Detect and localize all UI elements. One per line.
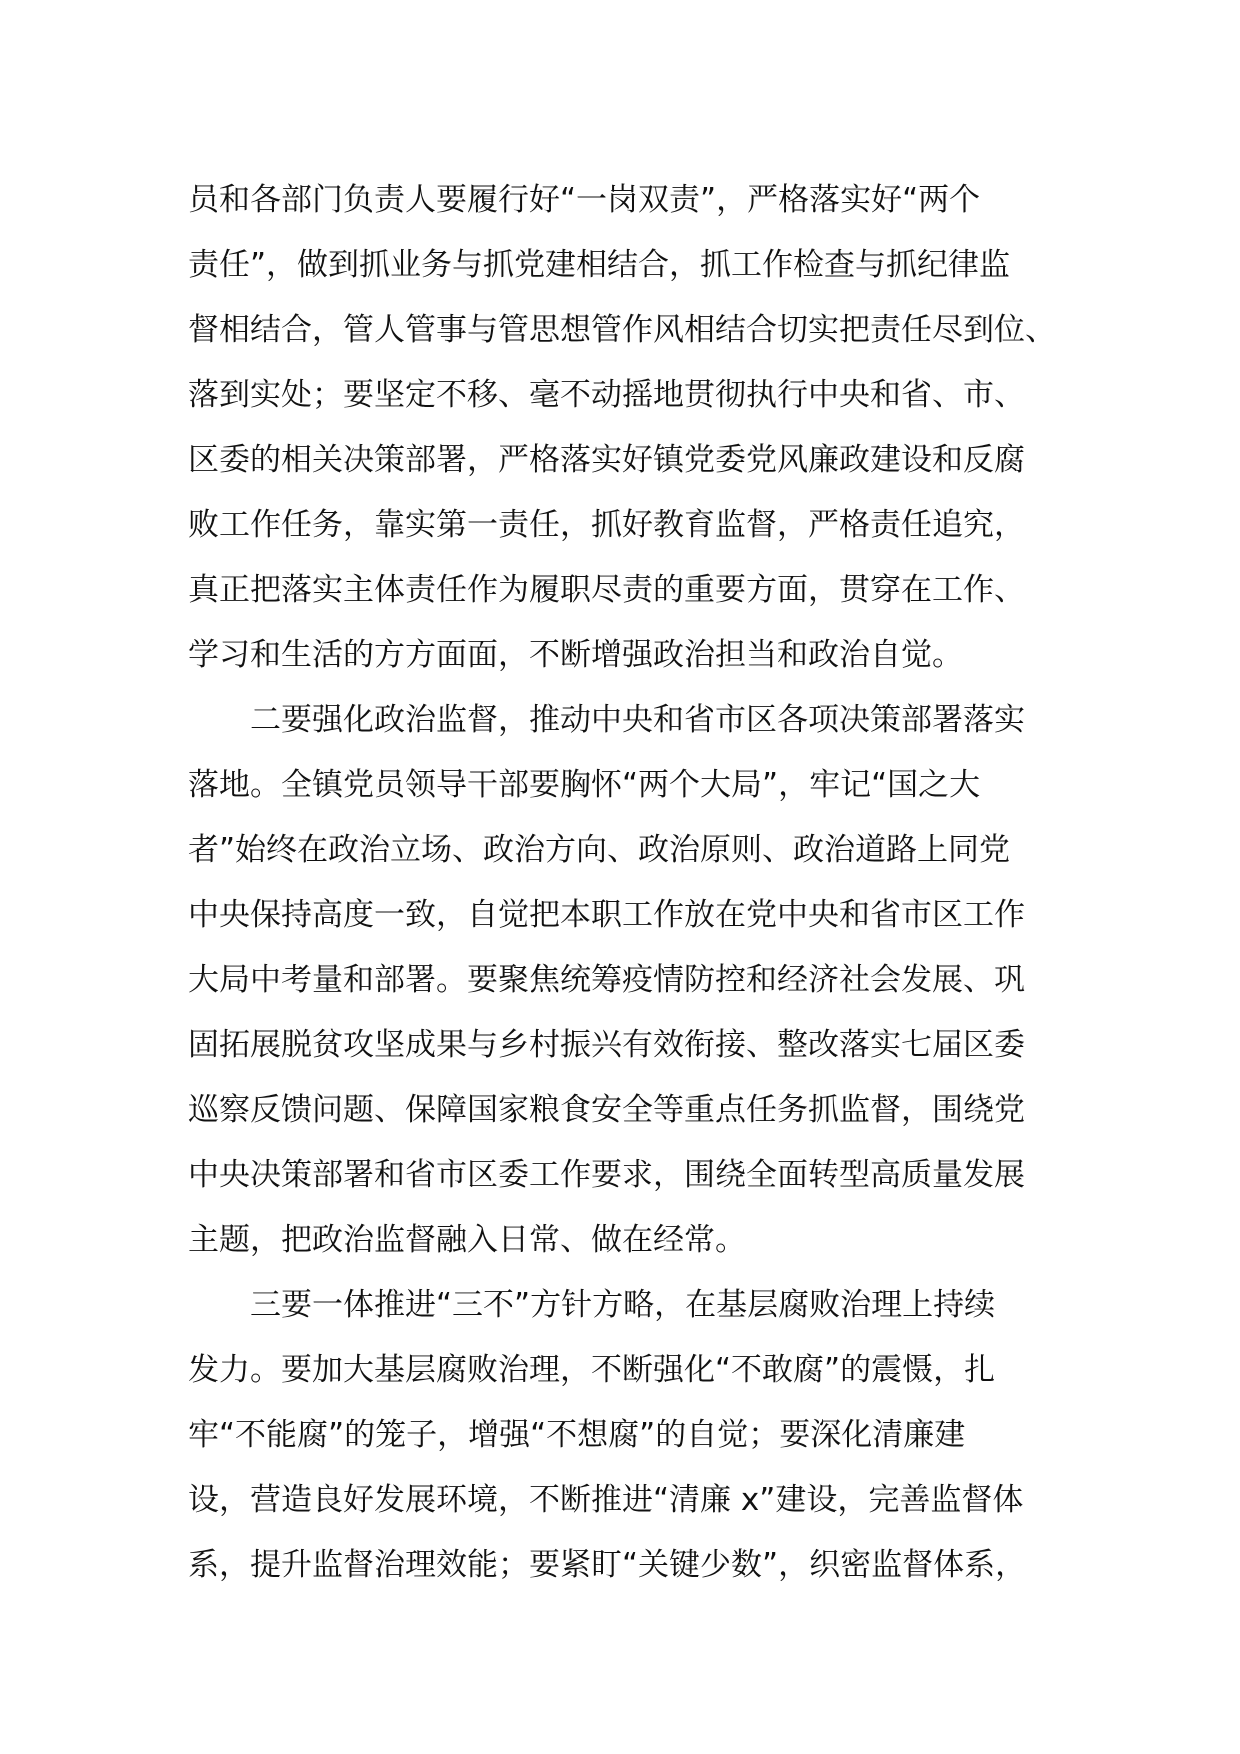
text-line: 巡察反馈问题、保障国家粮食安全等重点任务抓监督，围绕党: [188, 1092, 1025, 1128]
text-line: 设，营造良好发展环境，不断推进“清廉 x”建设，完善监督体: [188, 1482, 1024, 1518]
body-text: [188, 168, 1088, 1598]
text-line: 责任”，做到抓业务与抓党建相结合，抓工作检查与抓纪律监: [188, 247, 1011, 283]
text-line: 中央决策部署和省市区委工作要求，围绕全面转型高质量发展: [188, 1157, 1025, 1193]
text-line: 大局中考量和部署。要聚焦统筹疫情防控和经济社会发展、巩: [188, 962, 1025, 998]
text-line: 发力。要加大基层腐败治理，不断强化“不敢腐”的震慑，扎: [188, 1352, 996, 1388]
text-line: 落到实处；要坚定不移、毫不动摇地贯彻执行中央和省、市、: [188, 377, 1025, 413]
text-line: 系，提升监督治理效能；要紧盯“关键少数”，织密监督体系，: [188, 1547, 1027, 1583]
text-line: 区委的相关决策部署，严格落实好镇党委党风廉政建设和反腐: [188, 442, 1025, 478]
text-line: 牢“不能腐”的笼子，增强“不想腐”的自觉；要深化清廉建: [188, 1417, 966, 1453]
text-line: 者”始终在政治立场、政治方向、政治原则、政治道路上同党: [188, 832, 1011, 868]
paragraph-first-line: 二要强化政治监督，推动中央和省市区各项决策部署落实: [250, 702, 1025, 738]
text-line: 督相结合，管人管事与管思想管作风相结合切实把责任尽到位、: [188, 312, 1056, 348]
paragraph-first-line: 三要一体推进“三不”方针方略，在基层腐败治理上持续: [250, 1287, 996, 1323]
text-line: 主题，把政治监督融入日常、做在经常。: [188, 1222, 746, 1258]
text-line: 固拓展脱贫攻坚成果与乡村振兴有效衔接、整改落实七届区委: [188, 1027, 1025, 1063]
text-line: 真正把落实主体责任作为履职尽责的重要方面，贯穿在工作、: [188, 572, 1025, 608]
text-line: 员和各部门负责人要履行好“一岗双责”，严格落实好“两个: [188, 182, 981, 218]
text-line: 学习和生活的方方面面，不断增强政治担当和政治自觉。: [188, 637, 963, 673]
text-line: 落地。全镇党员领导干部要胸怀“两个大局”，牢记“国之大: [188, 767, 981, 803]
text-line: 败工作任务，靠实第一责任，抓好教育监督，严格责任追究，: [188, 507, 1025, 543]
text-line: 中央保持高度一致，自觉把本职工作放在党中央和省市区工作: [188, 897, 1025, 933]
